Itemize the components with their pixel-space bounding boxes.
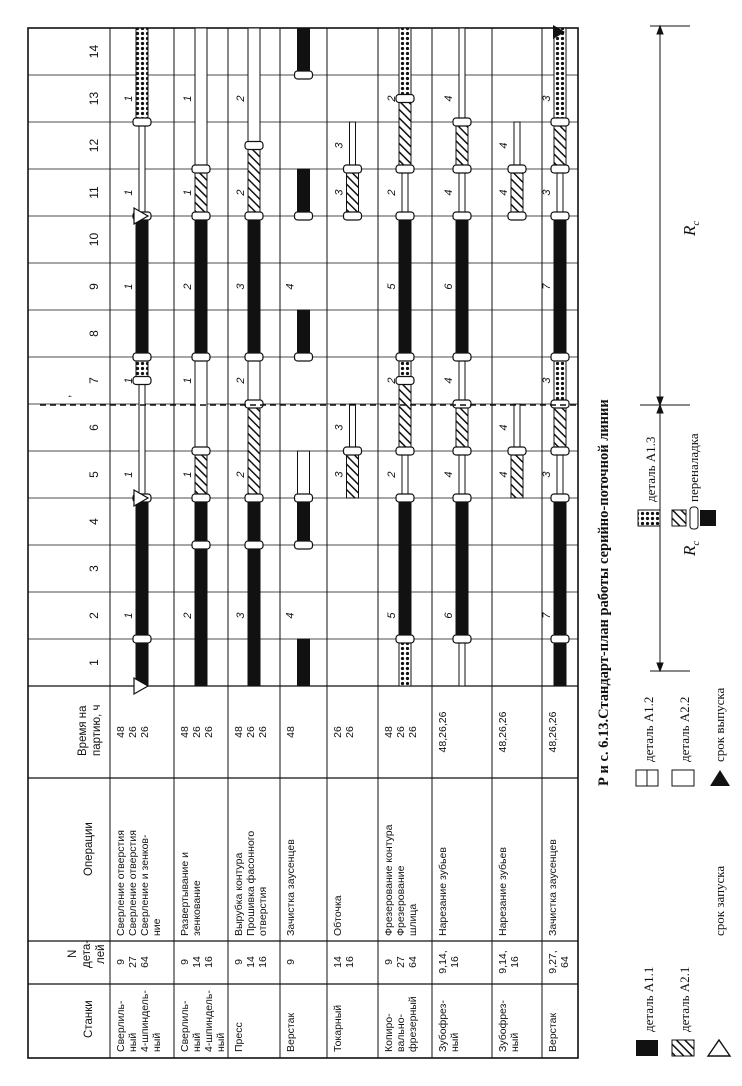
bar-batch-label: 4: [284, 612, 297, 619]
batch-time: 26: [395, 726, 407, 738]
changeover-cap: [453, 353, 471, 361]
schedule-bar: [399, 381, 411, 452]
part-number: 9,14,: [497, 950, 509, 974]
machine-name: ный: [151, 1032, 163, 1052]
changeover-cap: [133, 377, 151, 385]
changeover-cap: [453, 494, 471, 502]
legend-item-a22: [672, 697, 694, 786]
header-time-2: партию, ч: [91, 704, 103, 756]
schedule-bar: [557, 451, 563, 498]
legend-swatch-setup-hatch: [672, 510, 686, 526]
schedule-bar: [195, 357, 207, 451]
batch-time: 26: [257, 726, 269, 738]
bar-batch-label: 2: [182, 283, 194, 290]
table-header: [67, 705, 107, 1038]
legend-swatch-a11: [636, 1040, 658, 1056]
legend-label-a21: деталь А2.1: [677, 966, 692, 1032]
operation-name: Развертывание и: [179, 851, 191, 936]
schedule-bar: [459, 639, 465, 686]
bar-batch-label: 7: [541, 612, 553, 619]
schedule-bar: [557, 169, 563, 216]
day-label-3: 3: [87, 565, 101, 572]
day-label-6: 6: [87, 424, 101, 431]
schedule-bar: [195, 498, 207, 545]
rc-label-2: $R_c$: [680, 220, 702, 236]
bar-batch-label: 1: [123, 283, 135, 290]
machine-name: Зубофрез-: [497, 1000, 509, 1052]
machine-name: Верстак: [285, 1012, 297, 1052]
machine-name: ный: [449, 1032, 461, 1052]
schedule-bar: [399, 639, 411, 686]
schedule-bar: [399, 498, 411, 639]
bar-batch-label: 2: [235, 95, 247, 102]
part-number: 64: [559, 956, 571, 968]
machine-name: Копиро-: [383, 1013, 395, 1052]
schedule-bar: [298, 498, 310, 545]
bar-batch-label: 4: [443, 95, 455, 102]
bar-batch-label: 4: [498, 424, 510, 431]
day-label-7: 7: [87, 377, 101, 384]
operation-name: отверстия: [257, 886, 269, 936]
machine-name: ный: [215, 1032, 227, 1052]
batch-time: 48,26,26: [547, 711, 559, 753]
bar-batch-label: 3: [333, 471, 346, 478]
schedule-bar: [139, 122, 145, 216]
schedule-bar: [456, 404, 468, 451]
changeover-cap: [453, 447, 471, 455]
changeover-cap: [245, 142, 263, 150]
schedule-bar: [456, 122, 468, 169]
batch-time: 48,26,26: [437, 711, 449, 753]
bar-batch-label: 4: [498, 471, 510, 478]
part-number: 14: [245, 956, 257, 968]
schedule-bar: [347, 169, 359, 216]
changeover-cap: [551, 212, 569, 220]
batch-time: 48: [179, 726, 191, 738]
changeover-cap: [396, 377, 414, 385]
schedule-bar: [399, 99, 411, 170]
legend-label-a22: деталь А2.2: [677, 696, 692, 762]
operation-name: ние: [151, 918, 163, 936]
bar-batch-label: 1: [123, 471, 135, 478]
schedule-bar: [298, 310, 310, 357]
header-n-1: N: [67, 949, 79, 958]
changeover-cap: [192, 165, 210, 173]
changeover-cap: [245, 400, 263, 408]
legend-swatch-a13: [638, 510, 660, 526]
day-label-4: 4: [87, 518, 101, 525]
bar-batch-label: 4: [443, 471, 455, 478]
header-n-2: дета-: [81, 939, 93, 968]
part-number: 64: [407, 956, 419, 968]
changeover-cap: [192, 212, 210, 220]
changeover-cap: [192, 353, 210, 361]
changeover-cap: [551, 118, 569, 126]
table-body-text: [115, 711, 571, 1052]
changeover-cap: [508, 212, 526, 220]
changeover-cap: [551, 353, 569, 361]
day-header-labels: [87, 45, 101, 666]
schedule-bar: [195, 216, 207, 357]
table-row: [547, 711, 571, 1052]
rc-label-1: $R_c$: [680, 540, 702, 556]
operation-name: Обточка: [332, 895, 344, 936]
legend-label-a11: деталь А1.1: [641, 966, 656, 1032]
bar-batch-label: 2: [235, 471, 247, 478]
changeover-cap: [295, 353, 313, 361]
operation-name: Вырубка контура: [233, 852, 245, 936]
schedule-bar: [459, 28, 465, 122]
schedule-bar: [248, 216, 260, 357]
machine-name: ный: [509, 1032, 521, 1052]
changeover-cap: [245, 353, 263, 361]
day-label-13: 13: [87, 91, 101, 106]
table-row: [332, 726, 356, 1052]
machine-name: ный: [191, 1032, 203, 1052]
operation-name: Нарезание зубьев: [497, 847, 509, 936]
changeover-cap: [245, 494, 263, 502]
batch-time: 26: [191, 726, 203, 738]
schedule-bar: [514, 404, 520, 451]
schedule-bar: [248, 404, 260, 498]
changeover-cap: [396, 212, 414, 220]
bar-batch-label: 3: [333, 189, 346, 196]
schedule-bar: [459, 169, 465, 216]
schedule-bar: [459, 357, 465, 404]
rc-labels: [680, 221, 702, 557]
changeover-cap: [551, 447, 569, 455]
bar-batch-label: 1: [182, 189, 194, 196]
bar-batch-label: 3: [235, 612, 247, 619]
schedule-bar: [248, 357, 260, 404]
machine-name: фрезерный: [407, 996, 419, 1052]
machine-name: 4-шпиндель-: [139, 990, 151, 1052]
bar-batch-label: 1: [182, 377, 194, 384]
day-label-1: 1: [87, 659, 101, 666]
schedule-bar: [136, 28, 148, 122]
bar-batch-label: 2: [235, 377, 247, 384]
day-label-8: 8: [87, 330, 101, 337]
header-operations: Операции: [83, 822, 95, 876]
changeover-cap: [453, 400, 471, 408]
legend-swatch-a22: [672, 770, 694, 786]
schedule-bar: [399, 28, 411, 99]
schedule-bar: [195, 451, 207, 498]
legend-swatch-setup-black: [700, 510, 716, 526]
part-number: 9,14,: [437, 950, 449, 974]
legend-item-a11: [636, 967, 658, 1056]
legend-item-a21: [672, 967, 694, 1056]
changeover-cap: [551, 400, 569, 408]
bar-batch-label: 2: [386, 471, 398, 478]
part-number: 9: [285, 959, 297, 965]
changeover-cap: [508, 447, 526, 455]
bar-batch-label: 3: [333, 424, 346, 431]
schedule-bar: [554, 639, 566, 686]
schedule-bar: [248, 28, 260, 146]
batch-time: 48: [285, 726, 297, 738]
bar-batch-label: 7: [541, 283, 553, 290]
part-number: 27: [127, 956, 139, 968]
day-label-12: 12: [87, 138, 101, 153]
schedule-bar: [195, 545, 207, 686]
header-time-1: Время на: [77, 705, 89, 756]
operation-name: Фрезерование: [395, 865, 407, 936]
table-row: [437, 711, 461, 1052]
schedule-bar: [248, 146, 260, 217]
schedule-bar: [402, 451, 408, 498]
machine-name: Верстак: [547, 1012, 559, 1052]
machine-name: Сверлиль-: [115, 1000, 127, 1052]
header-n-3: лей: [95, 944, 107, 964]
bar-batch-label: 6: [443, 612, 455, 619]
machine-name: Токарный: [332, 1004, 344, 1052]
machine-name: Пресс: [233, 1022, 245, 1052]
changeover-cap: [551, 635, 569, 643]
bar-batch-label: 6: [443, 283, 455, 290]
changeover-cap: [453, 118, 471, 126]
schedule-bar: [554, 122, 566, 169]
schedule-bar: [298, 28, 310, 75]
bar-batch-label: 3: [333, 142, 346, 149]
schedule-bar: [350, 404, 356, 451]
bar-batch-label: 3: [541, 377, 553, 384]
changeover-cap: [551, 165, 569, 173]
table-row: [179, 726, 227, 1052]
part-number: 16: [509, 956, 521, 968]
schedule-bar: [139, 381, 145, 499]
table-row: [497, 711, 521, 1052]
part-number: 9: [115, 959, 127, 965]
batch-time: 26: [203, 726, 215, 738]
schedule-bar: [514, 122, 520, 169]
batch-time: 26: [407, 726, 419, 738]
machine-name: Сверлиль-: [179, 1000, 191, 1052]
table-row: [383, 726, 419, 1052]
header-machines: Станки: [83, 1000, 95, 1038]
bar-batch-label: 1: [123, 612, 135, 619]
batch-time: 26: [332, 726, 344, 738]
legend-swatch-a21: [672, 1040, 694, 1056]
legend-label-a13: деталь А1.3: [643, 436, 658, 502]
bar-batch-label: 4: [443, 189, 455, 196]
operation-name: Нарезание зубьев: [437, 847, 449, 936]
legend-item-a13: [638, 437, 660, 526]
bar-batch-label: 2: [386, 95, 398, 102]
bar-batch-label: 4: [443, 377, 455, 384]
part-number: 16: [344, 956, 356, 968]
schedule-bar: [248, 545, 260, 686]
bar-batch-label: 1: [123, 95, 135, 102]
changeover-cap: [295, 212, 313, 220]
part-number: 14: [332, 956, 344, 968]
bar-batch-label: 3: [235, 283, 247, 290]
legend: [636, 433, 730, 1056]
batch-time: 26: [139, 726, 151, 738]
bar-batch-label: 3: [541, 471, 553, 478]
bar-batch-label: 3: [541, 189, 553, 196]
table-row: [115, 726, 163, 1052]
day-label-5: 5: [87, 471, 101, 478]
schedule-bar: [459, 451, 465, 498]
table-row: [285, 726, 297, 1052]
operation-name: Зачистка заусенцев: [285, 839, 297, 936]
changeover-cap: [245, 541, 263, 549]
day-label-14: 14: [87, 44, 101, 59]
schedule-bar: [248, 498, 260, 545]
changeover-cap: [192, 447, 210, 455]
bar-batch-label: 1: [123, 377, 135, 384]
bar-batch-label: 2: [386, 377, 398, 384]
operation-name: шлица: [407, 903, 419, 936]
legend-label-setup: переналадка: [686, 433, 701, 502]
bar-batch-label: 3: [541, 95, 553, 102]
legend-item-a12: [636, 697, 658, 786]
batch-time: 48: [233, 726, 245, 738]
batch-time: 48: [115, 726, 127, 738]
bar-batch-label: 2: [182, 612, 194, 619]
legend-label-start: срок запуска: [712, 865, 727, 936]
stray-mark: ,: [59, 394, 73, 398]
schedule-bar: [298, 451, 310, 498]
day-label-9: 9: [87, 283, 101, 290]
schedule-bar: [350, 122, 356, 169]
machine-name: вально-: [395, 1013, 407, 1052]
changeover-cap: [295, 494, 313, 502]
changeover-cap: [133, 118, 151, 126]
machine-name: ный: [127, 1032, 139, 1052]
schedule-bar: [195, 169, 207, 216]
part-number: 14: [191, 956, 203, 968]
legend-swatch-setup-cap: [690, 507, 698, 529]
schedule-bar: [554, 357, 566, 404]
day-label-2: 2: [87, 612, 101, 619]
schedule-bar: [298, 639, 310, 686]
schedule-bar: [456, 216, 468, 357]
legend-item-setup: [672, 433, 716, 529]
changeover-cap: [344, 212, 362, 220]
changeover-cap: [551, 494, 569, 502]
operation-name: Фрезерование контура: [383, 824, 395, 936]
changeover-cap: [192, 541, 210, 549]
schedule-bar: [554, 216, 566, 357]
legend-label-release: срок выпуска: [712, 687, 727, 762]
schedule-bar: [347, 451, 359, 498]
batch-time: 26: [344, 726, 356, 738]
schedule-bar: [402, 169, 408, 216]
changeover-cap: [295, 71, 313, 79]
start-triangle-icon: [708, 1040, 730, 1056]
bar-batch-label: 2: [235, 189, 247, 196]
batch-time: 26: [245, 726, 257, 738]
schedule-bar: [399, 216, 411, 357]
part-number: 16: [257, 956, 269, 968]
changeover-cap: [396, 635, 414, 643]
part-number: 27: [395, 956, 407, 968]
changeover-cap: [192, 494, 210, 502]
legend-item-release: [710, 687, 730, 786]
batch-time: 26: [127, 726, 139, 738]
schedule-bar: [511, 169, 523, 216]
schedule-bar: [554, 404, 566, 451]
part-number: 9,27,: [547, 950, 559, 974]
operation-name: Зачистка заусенцев: [547, 839, 559, 936]
changeover-cap: [245, 212, 263, 220]
schedule-bar: [511, 451, 523, 498]
changeover-cap: [295, 541, 313, 549]
changeover-cap: [396, 165, 414, 173]
schedule-bar: [136, 639, 148, 686]
changeover-cap: [453, 165, 471, 173]
part-number: 9: [179, 959, 191, 965]
schedule-bar: [136, 498, 148, 639]
changeover-cap: [396, 447, 414, 455]
day-label-11: 11: [87, 186, 101, 199]
operation-name: Сверление отверстия: [127, 830, 139, 936]
operation-name: Сверление отверстия: [115, 830, 127, 936]
bar-batch-label: 5: [386, 283, 398, 290]
batch-time: 48: [383, 726, 395, 738]
operation-name: зенкование: [191, 880, 203, 936]
schedule-bar: [554, 28, 566, 122]
operation-name: Прошивка фасонного: [245, 830, 257, 936]
changeover-cap: [396, 95, 414, 103]
schedule-bar: [195, 28, 207, 169]
schedule-bar: [456, 498, 468, 639]
operation-name: Сверление и зенков-: [139, 834, 151, 936]
changeover-cap: [453, 212, 471, 220]
changeover-cap: [133, 635, 151, 643]
batch-time: 48,26,26: [497, 711, 509, 753]
release-triangle-icon: [710, 770, 730, 786]
figure-caption: Р и с. 6.13.Стандарт-план работы серийно-поточной линии: [596, 399, 612, 786]
bar-batch-label: 4: [284, 283, 297, 290]
changeover-cap: [133, 353, 151, 361]
bar-batch-label: 4: [498, 142, 510, 149]
machine-name: 4-шпиндель-: [203, 990, 215, 1052]
changeover-cap: [396, 353, 414, 361]
legend-item-start: [708, 866, 730, 1056]
legend-label-a12: деталь А1.2: [641, 696, 656, 762]
part-number: 9: [233, 959, 245, 965]
part-number: 16: [449, 956, 461, 968]
schedule-bar: [298, 169, 310, 216]
schedule-bar: [554, 498, 566, 639]
bar-batch-label: 2: [386, 189, 398, 196]
bar-batch-label: 1: [123, 189, 135, 196]
table-row: [233, 726, 269, 1052]
changeover-cap: [453, 635, 471, 643]
part-number: 9: [383, 959, 395, 965]
bar-batch-label: 5: [386, 612, 398, 619]
bar-batch-label: 1: [182, 471, 194, 478]
bar-batch-label: 1: [182, 95, 194, 102]
day-label-10: 10: [87, 232, 101, 247]
part-number: 64: [139, 956, 151, 968]
machine-name: Зубофрез-: [437, 1000, 449, 1052]
changeover-cap: [344, 165, 362, 173]
changeover-cap: [396, 494, 414, 502]
bar-batch-label: 4: [498, 189, 510, 196]
part-number: 16: [203, 956, 215, 968]
changeover-cap: [344, 447, 362, 455]
changeover-cap: [508, 165, 526, 173]
schedule-bar: [136, 216, 148, 357]
